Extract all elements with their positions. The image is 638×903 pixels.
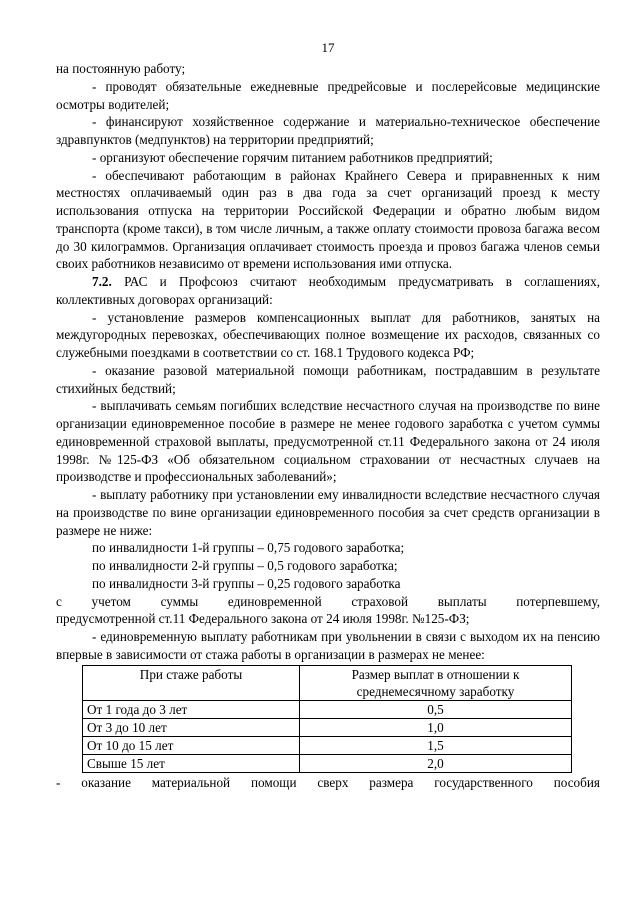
table-header-row xyxy=(83,665,572,700)
paragraph: - обеспечивают работающим в районах Крайнего Севера и приравненных к ним местностях оплачиваемый один раз в два года за счет организаций проезд к месту использования отпуска на территории Российской Федерации и обратно любым видом транспорта (кроме такси), в том числе личным, а также оплату стоимости провоза багажа весом до 30 килограммов. Организация оплачивает стоимость проезда и провоз багажа членов семьи своих работников независимо от времени использования ими отпуска. xyxy=(56,167,600,272)
table-row xyxy=(83,700,572,718)
table-cell: 2,0 xyxy=(300,754,572,772)
table-header-cell: При стаже работы xyxy=(83,665,300,700)
paragraph-text: РАС и Профсоюз считают необходимым предусматривать в соглашениях, коллективных договорах организаций: xyxy=(56,274,601,307)
table-cell: 1,5 xyxy=(300,736,572,754)
table-cell: От 1 года до 3 лет xyxy=(83,700,300,718)
paragraph: - оказание материальной помощи сверх размера государственного пособия xyxy=(56,774,600,790)
paragraph: - выплачивать семьям погибших вследствие несчастного случая на производстве по вине организации единовременное пособие в размере не менее годового заработка с учетом суммы единовременной страховой выплаты, предусмотренной ст.11 Федерального закона от 24 июля 1998г. №125-ФЗ «Об обязательном социальном страховании от несчастных случаев на производстве и профессиональных заболеваний»; xyxy=(56,398,600,485)
paragraph: - единовременную выплату работникам при увольнении в связи с выходом их на пенсию впервые в зависимости от стажа работы в организации в размерах не менее: xyxy=(56,629,600,662)
table-row xyxy=(83,718,572,736)
paragraph: - установление размеров компенсационных выплат для работников, занятых на междугородных перевозках, обеспечивающих полное возмещение их расходов, связанных со служебными поездками в соответствии со ст. 168.1 Трудового кодекса РФ; xyxy=(56,309,600,360)
table-row xyxy=(83,736,572,754)
table-row xyxy=(83,754,572,772)
paragraph: - выплату работнику при установлении ему инвалидности вследствие несчастного случая на производстве по вине организации единовременного пособия за счет средств организации в размере не ниже: xyxy=(56,487,600,538)
payout-table xyxy=(82,665,572,773)
paragraph: с учетом суммы единовременной страховой выплаты потерпевшему, xyxy=(56,593,600,609)
page-number: 17 xyxy=(321,40,335,55)
paragraph: - проводят обязательные ежедневные предрейсовые и послерейсовые медицинские осмотры водителей; xyxy=(56,78,600,112)
table-cell: От 10 до 15 лет xyxy=(83,736,300,754)
document-body xyxy=(56,60,600,791)
disability-item: по инвалидности 3-й группы – 0,25 годового заработка xyxy=(92,575,401,591)
paragraph: - финансируют хозяйственное содержание и материально-техническое обеспечение здравпунктов (медпунктов) на территории предприятий; xyxy=(56,114,600,147)
paragraph: - организуют обеспечение горячим питанием работников предприятий; xyxy=(92,149,493,165)
table-cell: От 3 до 10 лет xyxy=(83,718,300,736)
table-cell: 1,0 xyxy=(300,718,572,736)
disability-item: по инвалидности 1-й группы – 0,75 годового заработка; xyxy=(92,540,405,556)
paragraph: - оказание разовой материальной помощи работникам, пострадавшим в результате стихийных бедствий; xyxy=(56,362,600,396)
table-cell: Свыше 15 лет xyxy=(83,754,300,772)
table-header-cell: Размер выплат в отношении к среднемесячному заработку xyxy=(300,665,572,700)
paragraph: предусмотренной ст.11 Федерального закона от 24 июля 1998г. №125-ФЗ; xyxy=(56,611,470,627)
disability-item: по инвалидности 2-й группы – 0,5 годового заработка; xyxy=(92,558,398,573)
section-number: 7.2. xyxy=(92,274,112,289)
table-cell: 0,5 xyxy=(300,700,572,718)
paragraph: на постоянную работу; xyxy=(56,61,186,76)
section-paragraph xyxy=(56,273,600,309)
